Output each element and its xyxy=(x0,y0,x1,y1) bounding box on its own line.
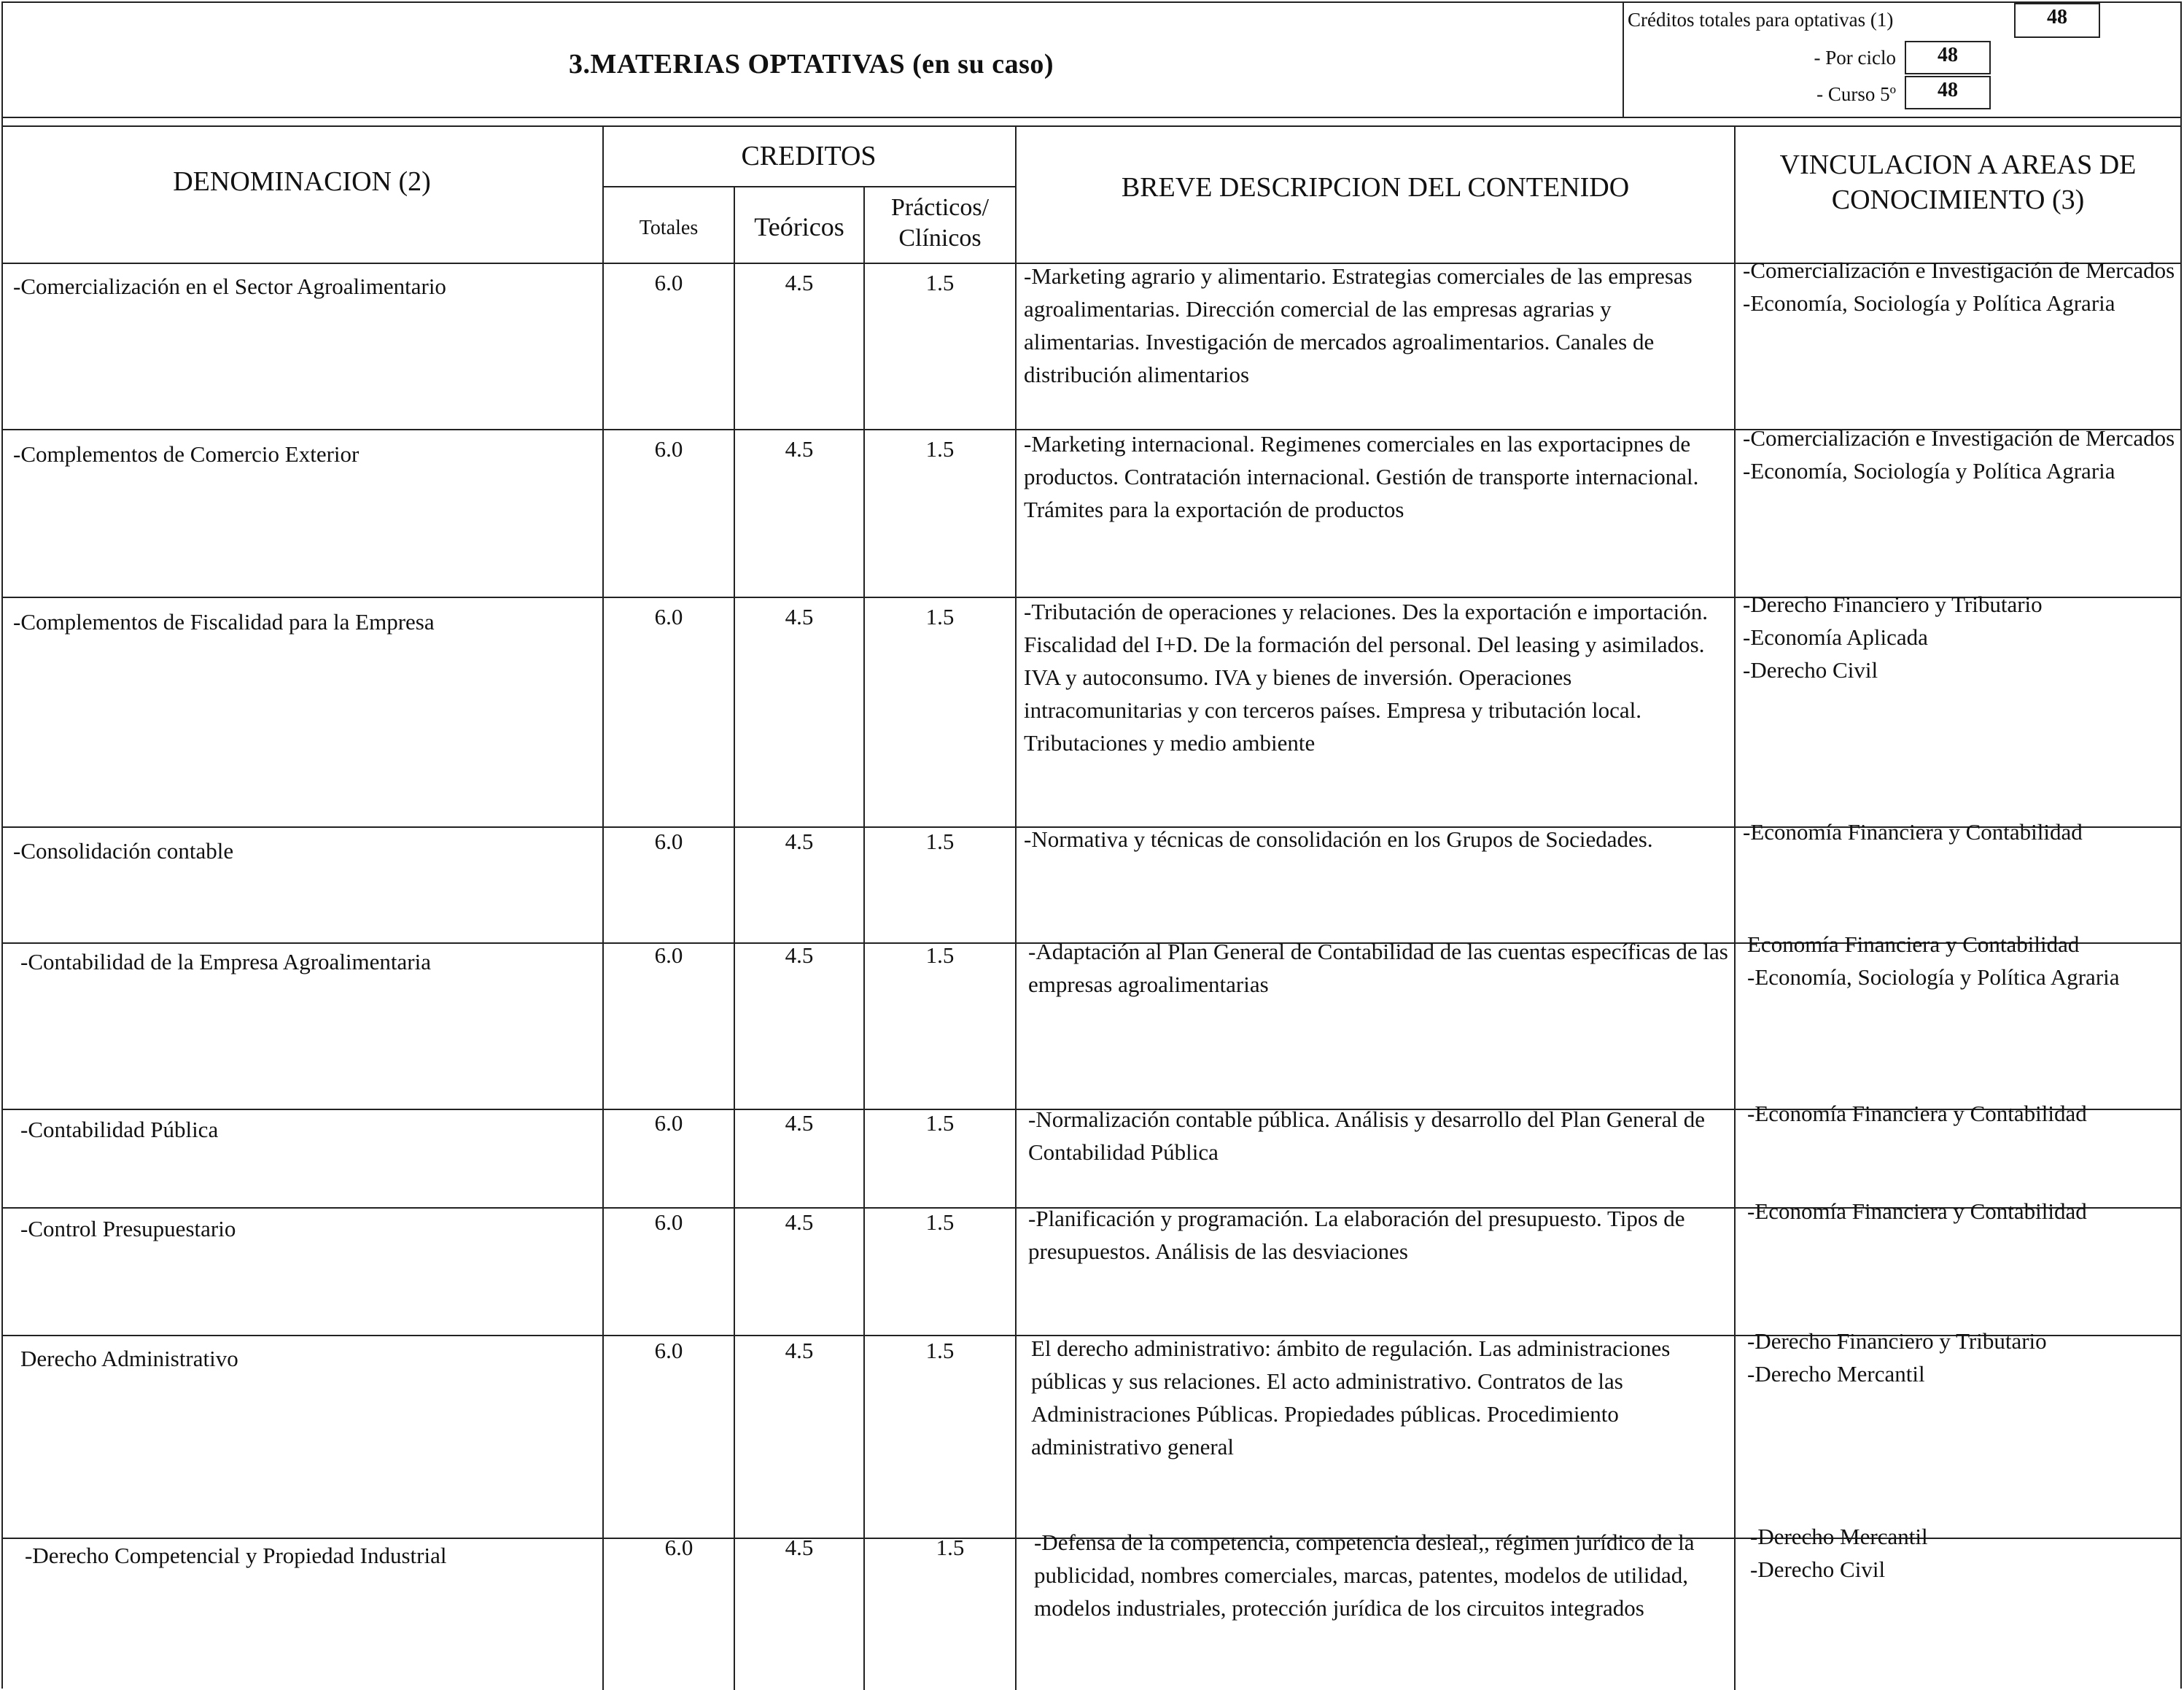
col-creditos: CREDITOS xyxy=(741,141,877,171)
row-practicos: 1.5 xyxy=(925,436,955,462)
row-teoricos: 4.5 xyxy=(785,1110,814,1136)
col-vinculacion: VINCULACION A AREAS DE CONOCIMIENTO (3) xyxy=(1779,150,2137,215)
page-title: 3.MATERIAS OPTATIVAS (en su caso) xyxy=(568,49,1054,80)
row-denominacion: -Contabilidad de la Empresa Agroalimentaria xyxy=(20,949,431,974)
row-totales: 6.0 xyxy=(654,436,683,462)
row-practicos: 1.5 xyxy=(925,829,955,854)
row-practicos: 1.5 xyxy=(925,270,955,295)
area-item: Economía Financiera y Contabilidad xyxy=(1747,931,2080,957)
row-areas xyxy=(1743,422,2180,487)
area-item: -Economía Aplicada xyxy=(1743,624,1928,650)
area-item: -Derecho Financiero y Tributario xyxy=(1747,1328,2047,1354)
row-descripcion: -Marketing internacional. Regimenes comerciales en las exportacipnes de productos. Contratación internacional. Gestión de transporte internacional. Trámites para la exportación de productos xyxy=(1024,431,1699,522)
row-descripcion: El derecho administrativo: ámbito de regulación. Las administraciones públicas y sus relaciones. El acto administrativo. Contratos de las Administraciones Públicas. Propiedades públicas. Procedimiento administrativo general xyxy=(1031,1336,1671,1460)
row-practicos: 1.5 xyxy=(925,942,955,968)
row-denominacion: -Control Presupuestario xyxy=(20,1216,236,1241)
row-descripcion: -Defensa de la competencia, competencia desleal,, régimen jurídico de la publicidad, nombres comerciales, marcas, patentes, modelos de utilidad, modelos industriales, protección jurídica de los circuitos integrados xyxy=(1034,1530,1695,1621)
area-item: -Derecho Mercantil xyxy=(1750,1524,1928,1549)
row-totales: 6.0 xyxy=(654,942,683,968)
row-denominacion: -Comercialización en el Sector Agroalimentario xyxy=(13,274,446,299)
area-item: -Economía Financiera y Contabilidad xyxy=(1743,819,2083,845)
row-totales: 6.0 xyxy=(654,1110,683,1136)
row-practicos: 1.5 xyxy=(925,1110,955,1136)
col-totales: Totales xyxy=(639,217,699,239)
area-item: -Comercialización e Investigación de Mercados xyxy=(1743,425,2175,451)
row-areas xyxy=(1743,588,2180,686)
creditos-totales-label: Créditos totales para optativas (1) xyxy=(1628,9,1894,31)
row-descripcion: -Adaptación al Plan General de Contabilidad de las cuentas específicas de las empresas agroalimentarias xyxy=(1028,939,1728,997)
row-descripcion: -Marketing agrario y alimentario. Estrategias comerciales de las empresas agroalimentarias. Dirección comercial de las empresas agrarias y alimentarias. Investigación de mercados agroalimentarios. Canales de distribución alimentarios xyxy=(1024,263,1693,387)
row-totales: 6.0 xyxy=(654,829,683,854)
row-areas xyxy=(1743,254,2180,319)
row-totales: 6.0 xyxy=(654,270,683,295)
row-teoricos: 4.5 xyxy=(785,604,814,629)
col-practicos: Prácticos/ Clínicos xyxy=(890,194,990,252)
col-teoricos: Teóricos xyxy=(754,212,844,241)
por-ciclo-label: - Por ciclo xyxy=(1814,47,1896,69)
row-practicos: 1.5 xyxy=(925,1338,955,1363)
curso-label: - Curso 5º xyxy=(1816,83,1896,105)
row-descripcion: -Planificación y programación. La elaboración del presupuesto. Tipos de presupuestos. Análisis de las desviaciones xyxy=(1028,1206,1685,1264)
row-descripcion: -Normativa y técnicas de consolidación en los Grupos de Sociedades. xyxy=(1024,826,1653,852)
row-totales: 6.0 xyxy=(654,1209,683,1235)
row-areas xyxy=(1747,928,2180,993)
area-item: -Economía Financiera y Contabilidad xyxy=(1747,1198,2087,1224)
row-teoricos: 4.5 xyxy=(785,1535,814,1560)
row-denominacion: -Complementos de Comercio Exterior xyxy=(13,441,360,467)
col-denominacion: DENOMINACION (2) xyxy=(173,166,431,197)
row-descripcion: -Normalización contable pública. Análisis y desarrollo del Plan General de Contabilidad Pública xyxy=(1028,1106,1705,1165)
row-denominacion: -Derecho Competencial y Propiedad Industrial xyxy=(25,1543,447,1568)
row-denominacion: -Complementos de Fiscalidad para la Empresa xyxy=(13,609,435,635)
row-practicos: 1.5 xyxy=(925,1209,955,1235)
area-item: -Economía, Sociología y Política Agraria xyxy=(1743,458,2115,484)
row-practicos: 1.5 xyxy=(925,604,955,629)
row-areas xyxy=(1750,1520,2180,1586)
area-item: -Derecho Financiero y Tributario xyxy=(1743,592,2043,617)
creditos-totales-value: 48 xyxy=(2047,6,2067,28)
area-item: -Derecho Mercantil xyxy=(1747,1361,1925,1387)
row-totales: 6.0 xyxy=(664,1535,693,1560)
row-practicos: 1.5 xyxy=(936,1535,965,1560)
area-item: -Economía Financiera y Contabilidad xyxy=(1747,1101,2087,1126)
row-teoricos: 4.5 xyxy=(785,270,814,295)
row-teoricos: 4.5 xyxy=(785,942,814,968)
curso-value: 48 xyxy=(1938,79,1958,101)
row-teoricos: 4.5 xyxy=(785,1209,814,1235)
row-totales: 6.0 xyxy=(654,604,683,629)
col-descripcion: BREVE DESCRIPCION DEL CONTENIDO xyxy=(1121,172,1630,203)
row-descripcion: -Tributación de operaciones y relaciones. Des la exportación e importación. Fiscalidad del I+D. De la formación del personal. Del leasing y asimilados. IVA y autoconsumo. IVA y bienes de inversión. Operaciones intracomunitarias y con terceros países. Empresa y tributación local. Tributaciones y medio ambiente xyxy=(1024,599,1709,756)
row-teoricos: 4.5 xyxy=(785,436,814,462)
row-teoricos: 4.5 xyxy=(785,829,814,854)
row-areas xyxy=(1743,815,2180,848)
area-item: -Comercialización e Investigación de Mercados xyxy=(1743,257,2175,283)
area-item: -Economía, Sociología y Política Agraria xyxy=(1747,964,2120,990)
row-totales: 6.0 xyxy=(654,1338,683,1363)
row-denominacion: Derecho Administrativo xyxy=(20,1346,238,1371)
row-denominacion: -Consolidación contable xyxy=(13,838,234,864)
area-item: -Derecho Civil xyxy=(1750,1557,1886,1582)
row-teoricos: 4.5 xyxy=(785,1338,814,1363)
row-areas xyxy=(1747,1195,2180,1228)
area-item: -Derecho Civil xyxy=(1743,657,1878,683)
row-denominacion: -Contabilidad Pública xyxy=(20,1117,219,1142)
area-item: -Economía, Sociología y Política Agraria xyxy=(1743,290,2115,316)
row-areas xyxy=(1747,1097,2180,1130)
row-areas xyxy=(1747,1325,2180,1390)
por-ciclo-value: 48 xyxy=(1938,44,1958,66)
